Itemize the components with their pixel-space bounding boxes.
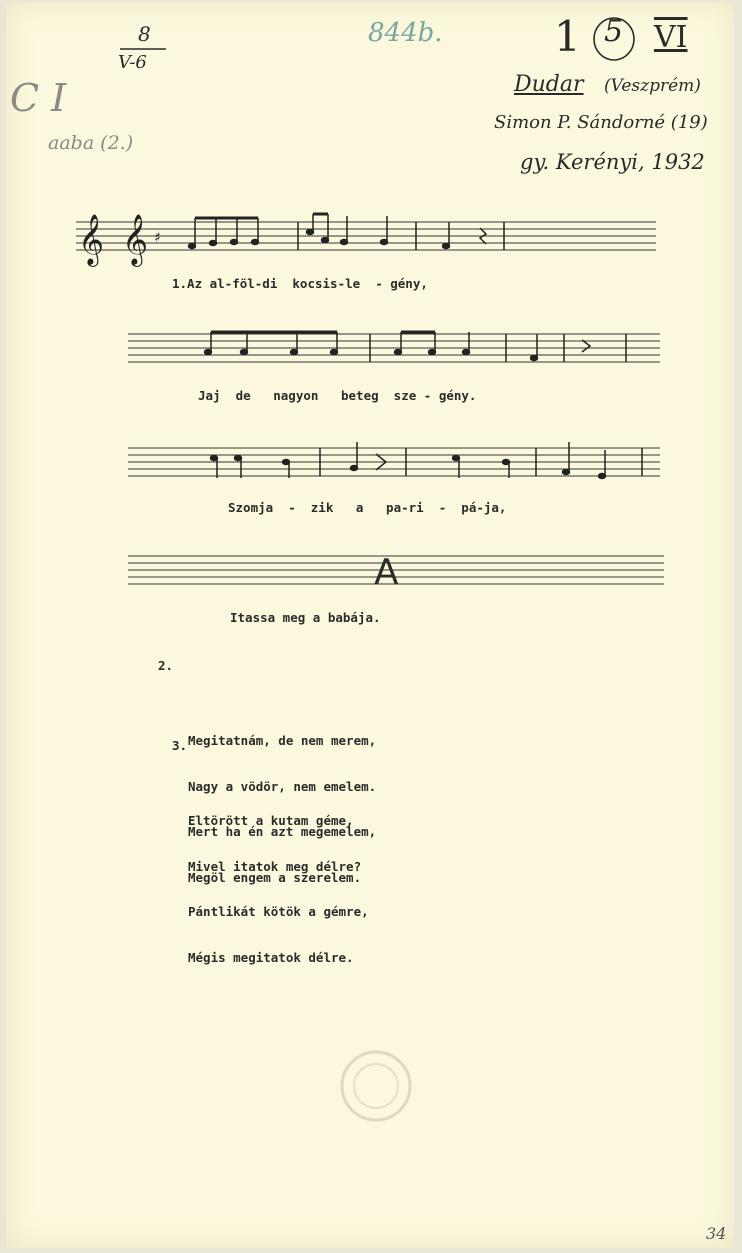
circled-number: 5 — [604, 14, 624, 49]
stanza-2-line: Mert ha én azt megemelem, — [188, 824, 377, 839]
staff-4-mark: A — [374, 552, 399, 593]
singer-name: Simon P. Sándorné (19) — [494, 112, 708, 133]
meter-fraction-top: 8 — [138, 22, 151, 46]
faded-stamp — [332, 1042, 422, 1132]
svg-text:𝄞: 𝄞 — [122, 214, 149, 265]
stanza-2-line: Nagy a vödör, nem emelem. — [188, 778, 377, 794]
lyric-line-4: Itassa meg a babája. — [230, 610, 381, 625]
lyric-line-3: Szomja - zik a pa-ri - pá-ja, — [228, 500, 507, 515]
lyric-line-2: Jaj de nagyon beteg sze - gény. — [198, 388, 477, 403]
stanza-3-line: Mégis megitatok délre. — [188, 949, 354, 965]
stanza-2-line: Megöl engem a szerelem. — [188, 869, 362, 885]
music-staff-1 — [72, 212, 662, 272]
stanza-3-number: 3. — [172, 738, 188, 753]
archive-number: 844b. — [368, 18, 443, 48]
stanza-2-line: Megitatnám, de nem merem, — [188, 733, 377, 748]
stanza-3-line: Mivel itatok meg délre? — [188, 858, 362, 874]
place-name: Dudar — [514, 72, 584, 97]
stanza-2-number: 2. — [158, 658, 174, 673]
stanza-3 — [172, 738, 369, 1025]
music-staff-3 — [126, 438, 662, 488]
collector-note: gy. Kerényi, 1932 — [520, 150, 705, 174]
stanza-3-line: Pántlikát kötök a gémre, — [188, 904, 369, 919]
form-note: aaba (2.) — [48, 132, 134, 154]
county-name: (Veszprém) — [604, 76, 701, 96]
page-number: 34 — [706, 1224, 727, 1243]
catalog-number: 1 — [554, 12, 581, 61]
lyric-line-1: 1.Az al-föl-di kocsis-le - gény, — [172, 276, 428, 291]
stanza-3-line: Eltörött a kutam géme, — [188, 813, 354, 828]
manuscript-page — [6, 2, 734, 1248]
svg-text:𝄞: 𝄞 — [78, 214, 105, 265]
meter-fraction-bottom: V-6 — [118, 52, 147, 73]
roman-numeral: VI — [654, 20, 688, 55]
music-staff-2 — [126, 328, 662, 378]
svg-text:♯: ♯ — [154, 230, 161, 246]
class-mark: C I — [10, 76, 67, 120]
